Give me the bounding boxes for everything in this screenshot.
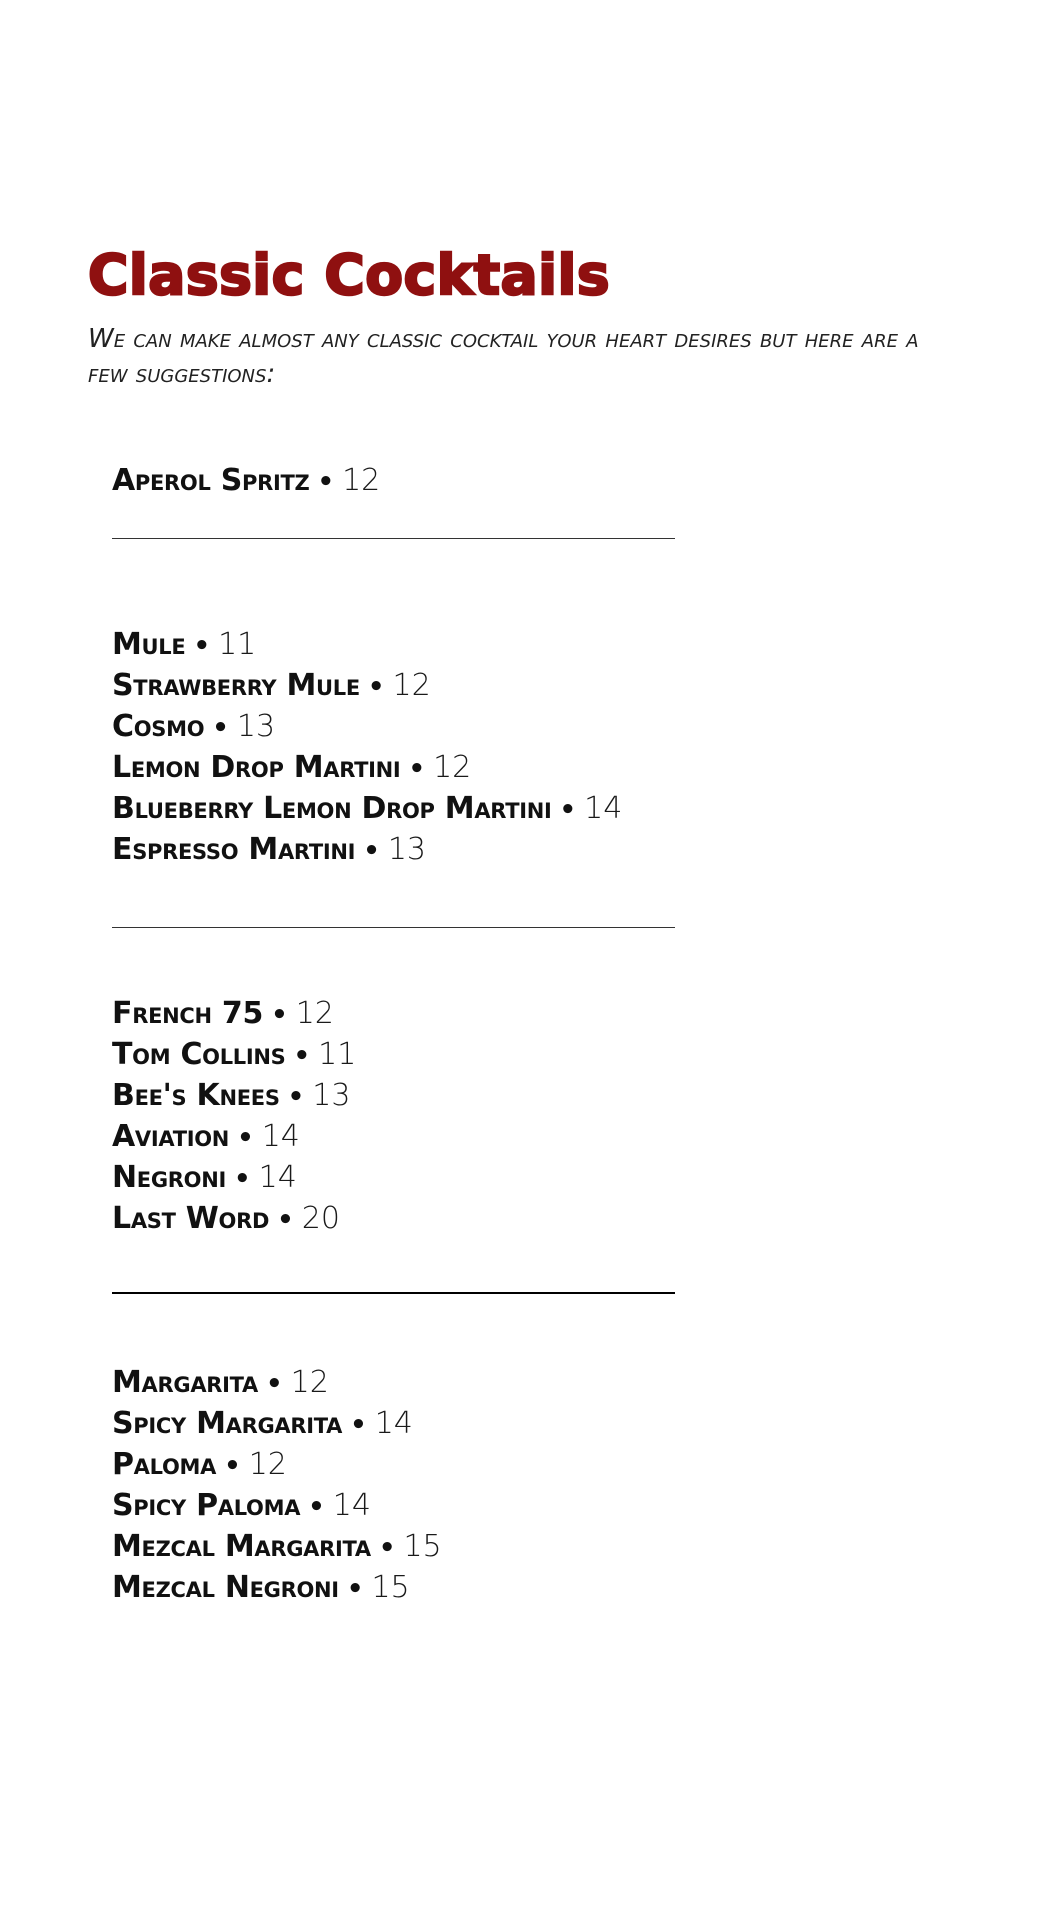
menu-item-name: Cosmo [112,709,205,744]
bullet-separator: • [293,1041,311,1071]
menu-item [112,1526,712,1567]
menu-item-name: Paloma [112,1447,217,1482]
menu-item-name: Spicy Margarita [112,1406,343,1441]
menu-item-price: 11 [318,1037,357,1072]
menu-item-price: 12 [290,1365,329,1400]
menu-item [112,1444,712,1485]
section-divider [112,1292,675,1294]
menu-item [112,747,712,788]
menu-item-name: Lemon Drop Martini [112,750,401,785]
menu-item-price: 14 [261,1119,300,1154]
bullet-separator: • [266,1369,283,1399]
menu-item-name: Mule [112,627,186,662]
menu-item [112,1075,712,1116]
menu-item-name: Spicy Paloma [112,1488,301,1523]
menu-item [112,706,712,747]
bullet-separator: • [317,467,335,497]
bullet-separator: • [234,1164,251,1194]
menu-item-name: French 75 [112,996,264,1031]
bullet-separator: • [224,1451,241,1481]
bullet-separator: • [363,836,380,866]
menu-item-price: 12 [392,668,431,703]
page-subtitle: We can make almost any classic cocktail your heart desires but here are a few suggestions: [88,324,919,389]
menu-item-name: Aperol Spritz [112,463,310,498]
menu-section-spritz [112,460,712,501]
bullet-separator: • [193,631,211,661]
menu-item-name: Margarita [112,1365,258,1400]
menu-section-gin [112,993,712,1239]
menu-item-price: 13 [387,832,426,867]
menu-item-name: Mezcal Margarita [112,1529,371,1564]
page-title: Classic Cocktails [88,243,611,307]
bullet-separator: • [308,1492,325,1522]
menu-item-price: 12 [342,463,381,498]
menu-item [112,624,712,665]
menu-item-price: 20 [301,1201,340,1236]
menu-item-name: Last Word [112,1201,270,1236]
menu-item-name: Negroni [112,1160,227,1195]
menu-item [112,788,712,829]
menu-item-price: 15 [371,1570,410,1605]
menu-item [112,460,712,501]
menu-item-price: 14 [374,1406,413,1441]
bullet-separator: • [367,672,385,702]
menu-item-name: Espresso Martini [112,832,356,867]
section-divider [112,538,675,539]
menu-item-price: 13 [236,709,276,744]
menu-item [112,1198,712,1239]
menu-section-vodka [112,624,712,870]
section-divider [112,927,675,928]
menu-item [112,665,712,706]
menu-item-name: Tom Collins [112,1037,286,1072]
menu-item-price: 14 [332,1488,371,1523]
bullet-separator: • [559,795,577,825]
menu-item-name: Bee's Knees [112,1078,280,1113]
menu-item-name: Strawberry Mule [112,668,360,703]
bullet-separator: • [378,1533,396,1563]
bullet-separator: • [277,1205,294,1235]
bullet-separator: • [408,754,426,784]
menu-item-price: 14 [584,791,623,826]
menu-item-price: 14 [258,1160,297,1195]
menu-item-name: Aviation [112,1119,230,1154]
menu-item [112,1485,712,1526]
menu-item-name: Mezcal Negroni [112,1570,339,1605]
menu-item-price: 15 [403,1529,442,1564]
menu-item [112,1116,712,1157]
menu-item [112,1034,712,1075]
bullet-separator: • [287,1082,305,1112]
menu-item-price: 12 [248,1447,287,1482]
menu-item [112,1567,712,1608]
menu-item-price: 13 [312,1078,351,1113]
menu-item-price: 12 [295,996,334,1031]
bullet-separator: • [346,1574,364,1604]
bullet-separator: • [212,713,229,743]
menu-item [112,1403,712,1444]
menu-item-name: Blueberry Lemon Drop Martini [112,791,552,826]
bullet-separator: • [271,1000,288,1030]
bullet-separator: • [237,1123,254,1153]
menu-section-tequila [112,1362,712,1608]
menu-item [112,1157,712,1198]
menu-item [112,1362,712,1403]
menu-item-price: 12 [433,750,472,785]
menu-item [112,993,712,1034]
menu-item-price: 11 [218,627,257,662]
bullet-separator: • [350,1410,367,1440]
menu-item [112,829,712,870]
